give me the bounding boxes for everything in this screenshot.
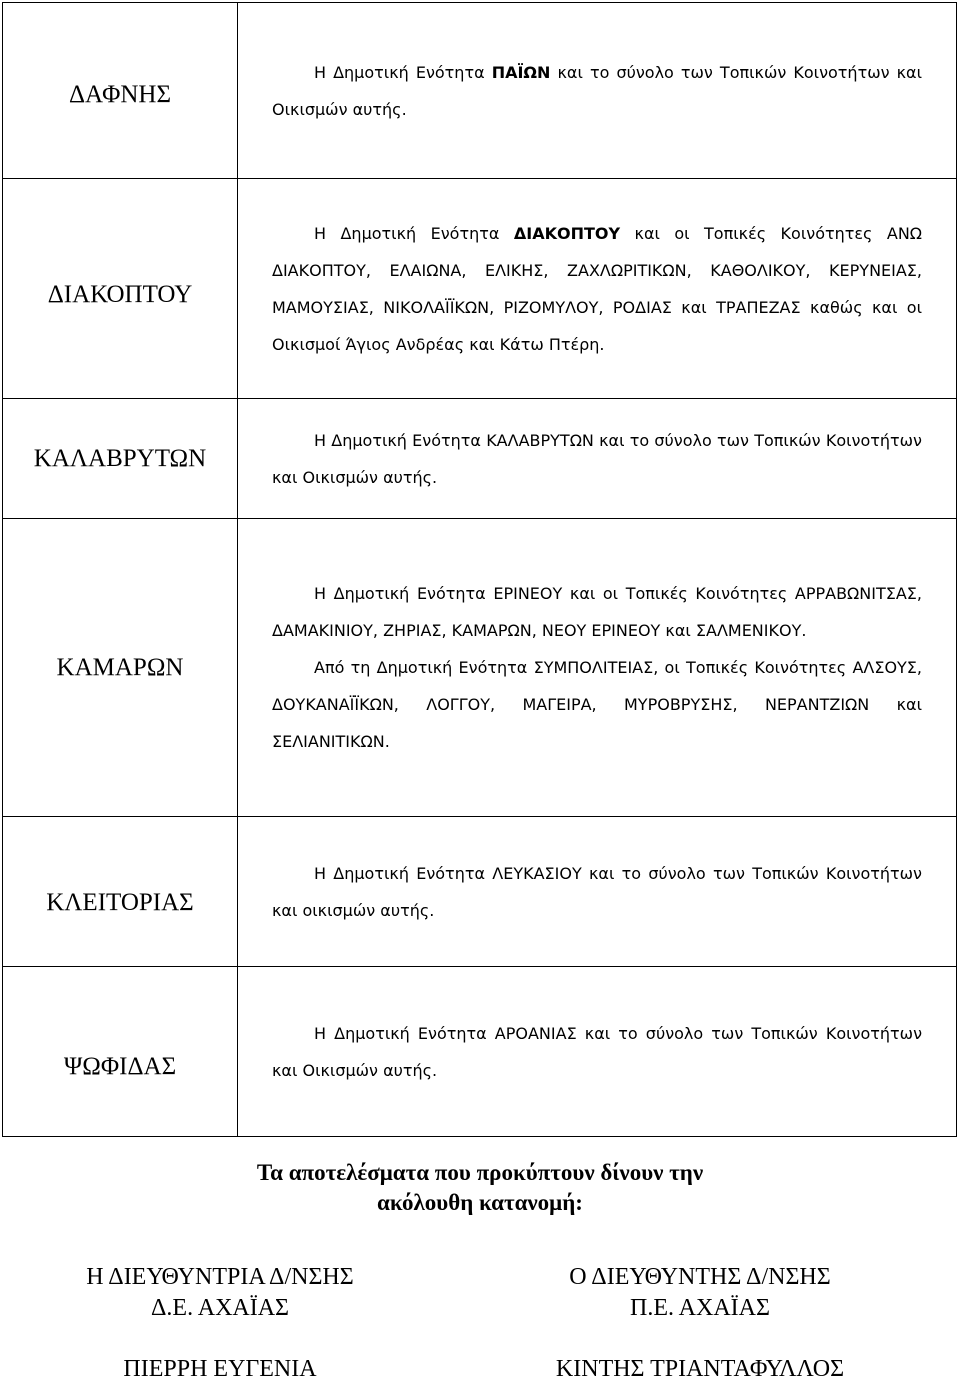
signature-title: Ο ΔΙΕΥΘΥΝΤΗΣ Δ/ΝΣΗΣ (569, 1264, 831, 1290)
district-description: Η Δημοτική Ενότητα ΚΑΛΑΒΡΥΤΩΝ και το σύνολο των Τοπικών Κοινοτήτων και Οικισμών αυτής. (272, 430, 922, 487)
results-note: Τα αποτελέσματα που προκύπτουν δίνουν την ακόλουθη κατανομή: (256, 1160, 704, 1215)
signature-subtitle: Π.Ε. ΑΧΑΪΑΣ (630, 1295, 770, 1321)
district-name-cell (3, 967, 238, 1137)
district-description-cell (238, 179, 957, 399)
signature-name: ΚΙΝΤΗΣ ΤΡΙΑΝΤΑΦΥΛΛΟΣ (555, 1356, 845, 1382)
district-name-cell (3, 519, 238, 817)
district-name-cell (3, 817, 238, 967)
districts-table (2, 2, 957, 1137)
signature-name: ΠΙΕΡΡΗ ΕΥΓΕΝΙΑ (123, 1356, 317, 1382)
table-row (3, 179, 957, 399)
district-name: ΚΑΜΑΡΩΝ (56, 653, 184, 681)
table-row (3, 967, 957, 1137)
district-name-cell (3, 399, 238, 519)
district-name: ΔΙΑΚΟΠΤΟΥ (47, 280, 193, 308)
district-name-cell (3, 3, 238, 179)
district-description-cell (238, 519, 957, 817)
table-row (3, 519, 957, 817)
table-row (3, 817, 957, 967)
district-description: Η Δημοτική Ενότητα ΔΙΑΚΟΠΤΟΥ και οι Τοπικές Κοινότητες ΑΝΩ ΔΙΑΚΟΠΤΟΥ, ΕΛΑΙΩΝΑ, ΕΛΙΚΗΣ, ΖΑΧΛΩΡΙΤΙΚΩΝ, ΚΑΘΟΛΙΚΟΥ, ΚΕΡΥΝΕΙΑΣ, ΜΑΜΟΥΣΙΑΣ, ΝΙΚΟΛΑΪΪΚΩΝ, ΡΙΖΟΜΥΛΟΥ, ΡΟΔΙΑΣ και ΤΡΑΠΕΖΑΣ καθώς και οι Οικισμοί Άγιος Ανδρέας και Κάτω Πτέρη. (272, 223, 923, 354)
signature-left (20, 1262, 420, 1385)
district-name-cell (3, 179, 238, 399)
signature-subtitle: Δ.Ε. ΑΧΑΪΑΣ (150, 1295, 290, 1321)
district-description-cell (238, 3, 957, 179)
district-name: ΔΑΦΝΗΣ (68, 80, 172, 108)
district-description: Η Δημοτική Ενότητα ΕΡΙΝΕΟΥ και οι Τοπικές Κοινότητες ΑΡΡΑΒΩΝΙΤΣΑΣ, ΔΑΜΑΚΙΝΙΟΥ, ΖΗΡΙΑΣ, ΚΑΜΑΡΩΝ, ΝΕΟΥ ΕΡΙΝΕΟΥ και ΣΑΛΜΕΝΙΚΟΥ. (272, 584, 922, 640)
district-description: Η Δημοτική Ενότητα ΑΡΟΑΝΙΑΣ και το σύνολο των Τοπικών Κοινοτήτων και Οικισμών αυτής. (272, 1023, 922, 1080)
table-row (3, 399, 957, 519)
district-name: ΨΩΦΙΔΑΣ (63, 1052, 177, 1080)
table-row (3, 3, 957, 179)
district-name: ΚΛΕΙΤΟΡΙΑΣ (46, 888, 194, 916)
district-description: Η Δημοτική Ενότητα ΛΕΥΚΑΣΙΟΥ και το σύνολο των Τοπικών Κοινοτήτων και οικισμών αυτής. (272, 863, 922, 920)
district-name: ΚΑΛΑΒΡΥΤΩΝ (33, 444, 207, 472)
district-description-cell (238, 967, 957, 1137)
signature-title: Η ΔΙΕΥΘΥΝΤΡΙΑ Δ/ΝΣΗΣ (86, 1264, 354, 1290)
district-description-cell (238, 817, 957, 967)
district-description-cell (238, 399, 957, 519)
signature-right (500, 1262, 900, 1385)
district-description-secondary: Από τη Δημοτική Ενότητα ΣΥΜΠΟΛΙΤΕΙΑΣ, οι Τοπικές Κοινότητες ΑΛΣΟΥΣ, ΔΟΥΚΑΝΑΪΪΚΩΝ, ΛΟΓΓΟΥ, ΜΑΓΕΙΡΑ, ΜΥΡΟΒΡΥΣΗΣ, ΝΕΡΑΝΤΖΙΩΝ και ΣΕΛΙΑΝΙΤΙΚΩΝ. (272, 658, 922, 751)
district-description: Η Δημοτική Ενότητα ΠΑΪΩΝ και το σύνολο των Τοπικών Κοινοτήτων και Οικισμών αυτής. (272, 62, 922, 119)
